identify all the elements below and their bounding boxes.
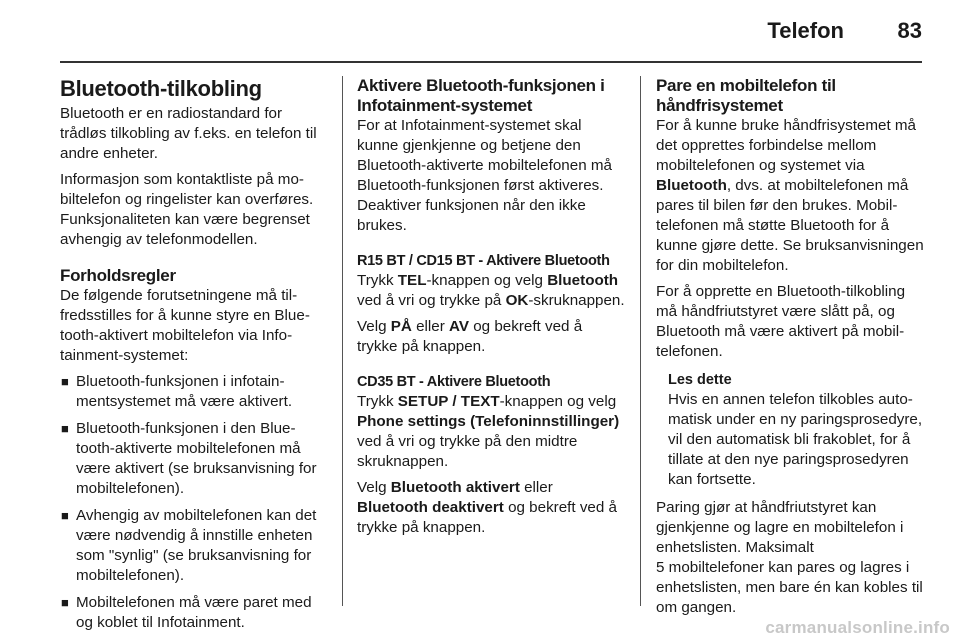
bullet-square-icon: ■ <box>61 374 69 389</box>
list-item: ■ Bluetooth-funksjonen i den Bluetooth-aktiverte mobiltelefonen må være aktivert (se bruksanvisning for mobiltelefonen). <box>61 420 317 497</box>
list-item: ■ Avhengig av mobiltelefonen kan det være nødvendig å innstille enheten som "synlig" (se bruksanvisning for mobiltelefonen). <box>61 507 317 584</box>
note-text: Hvis en annen telefon tilkobles automatisk under en ny paringsprosedyre, vil den automatisk bli frakoblet, for å tillate at den nye paringsprosedyren kan fortsette. <box>668 391 923 488</box>
paragraph: For å kunne bruke håndfrisystemet må det opprettes forbindelse mellom mobiltelefonen og systemet via Bluetooth, dvs. at mobiltelefonen må pares til bilen før den brukes. Mobiltelefonen må støtte Bluetooth for å kunne gjøre dette. Se bruksanvisningen for din mobiltelefon. <box>656 117 924 274</box>
phone-settings-label: Phone settings (Telefoninnstillinger) <box>357 413 620 430</box>
header-divider <box>60 61 922 63</box>
bluetooth-menu-label: Bluetooth <box>547 272 619 289</box>
section-title-bluetooth: Bluetooth-tilkobling <box>60 76 262 101</box>
paragraph-select: Velg PÅ eller AV og bekreft ved å trykke på knappen. <box>357 318 583 355</box>
list-item: ■ Bluetooth-funksjonen i infotainmentsystemet må være aktivert. <box>61 373 293 410</box>
tel-key-label: TEL <box>397 272 427 289</box>
paragraph: For å opprette en Bluetooth-tilkobling må håndfriutstyret være slått på, og Bluetooth må være aktivert på mobiltelefonen. <box>656 283 906 360</box>
page-header <box>60 16 922 50</box>
ok-key-label: OK <box>505 292 529 309</box>
paragraph: Informasjon som kontaktliste på mobiltelefon og ringelister kan overføres. Funksjonaliteten kan være begrenset avhengig av telefonmodellen. <box>60 171 314 248</box>
column-2 <box>357 76 625 544</box>
watermark: carmanualsonline.info <box>765 618 950 637</box>
paragraph: Bluetooth er en radiostandard for trådløs tilkobling av f.eks. en telefon til andre enheter. <box>60 105 317 162</box>
column-1 <box>60 76 328 640</box>
requirements-list <box>60 372 328 633</box>
subheading-precautions: Forholdsregler <box>60 266 176 285</box>
setup-key-label: SETUP / TEXT <box>397 393 500 410</box>
paragraph-cd35: Trykk SETUP / TEXT-knappen og velg Phone settings (Telefoninnstillinger) ved å vri og trykke på den midtre skruknappen. <box>357 393 620 470</box>
paragraph-select-2: Velg Bluetooth aktivert eller Bluetooth deaktivert og bekreft ved å trykke på knappen. <box>357 479 617 536</box>
bullet-square-icon: ■ <box>61 421 69 436</box>
section-title-activate: Aktivere Bluetooth-funksjonen i Infotainment-systemet <box>357 76 605 115</box>
subheading-r15: R15 BT / CD15 BT - Aktivere Bluetooth <box>357 253 610 269</box>
list-item: ■ Mobiltelefonen må være paret med og koblet til Infotainment. <box>61 594 312 631</box>
on-label: PÅ <box>390 318 412 335</box>
bluetooth-label: Bluetooth <box>656 177 727 194</box>
off-label: AV <box>449 318 470 335</box>
paragraph: Paring gjør at håndfriutstyret kan gjenkjenne og lagre en mobiltelefon i enhetslisten. Maksimalt <box>656 499 904 556</box>
note-box <box>668 370 924 490</box>
bluetooth-on-label: Bluetooth aktivert <box>390 479 520 496</box>
paragraph: 5 mobiltelefoner kan pares og lagres i enhetslisten, men bare én kan kobles til om gangen. <box>656 559 923 616</box>
chapter-title: Telefon <box>767 18 844 43</box>
subheading-cd35: CD35 BT - Aktivere Bluetooth <box>357 374 551 390</box>
paragraph: De følgende forutsetningene må tilfredsstilles for å kunne styre en Bluetooth-aktivert mobiltelefon via Infotainment-systemet: <box>60 287 310 364</box>
page-number: 83 <box>897 18 922 43</box>
note-title: Les dette <box>668 372 732 388</box>
column-3 <box>656 76 924 624</box>
column-divider-2 <box>640 76 641 606</box>
section-title-pairing: Pare en mobiltelefon til håndfrisystemet <box>656 76 836 115</box>
bullet-square-icon: ■ <box>61 508 69 523</box>
column-divider-1 <box>342 76 343 606</box>
bullet-square-icon: ■ <box>61 595 69 610</box>
paragraph-r15: Trykk TEL-knappen og velg Bluetooth ved å vri og trykke på OK-skruknappen. <box>357 272 625 309</box>
paragraph: For at Infotainment-systemet skal kunne gjenkjenne og betjene den Bluetooth-aktiverte mobiltelefonen må Bluetooth-funksjonen først aktiveres. Deaktiver funksjonen når den ikke brukes. <box>357 117 612 234</box>
bluetooth-off-label: Bluetooth deaktivert <box>357 499 504 516</box>
